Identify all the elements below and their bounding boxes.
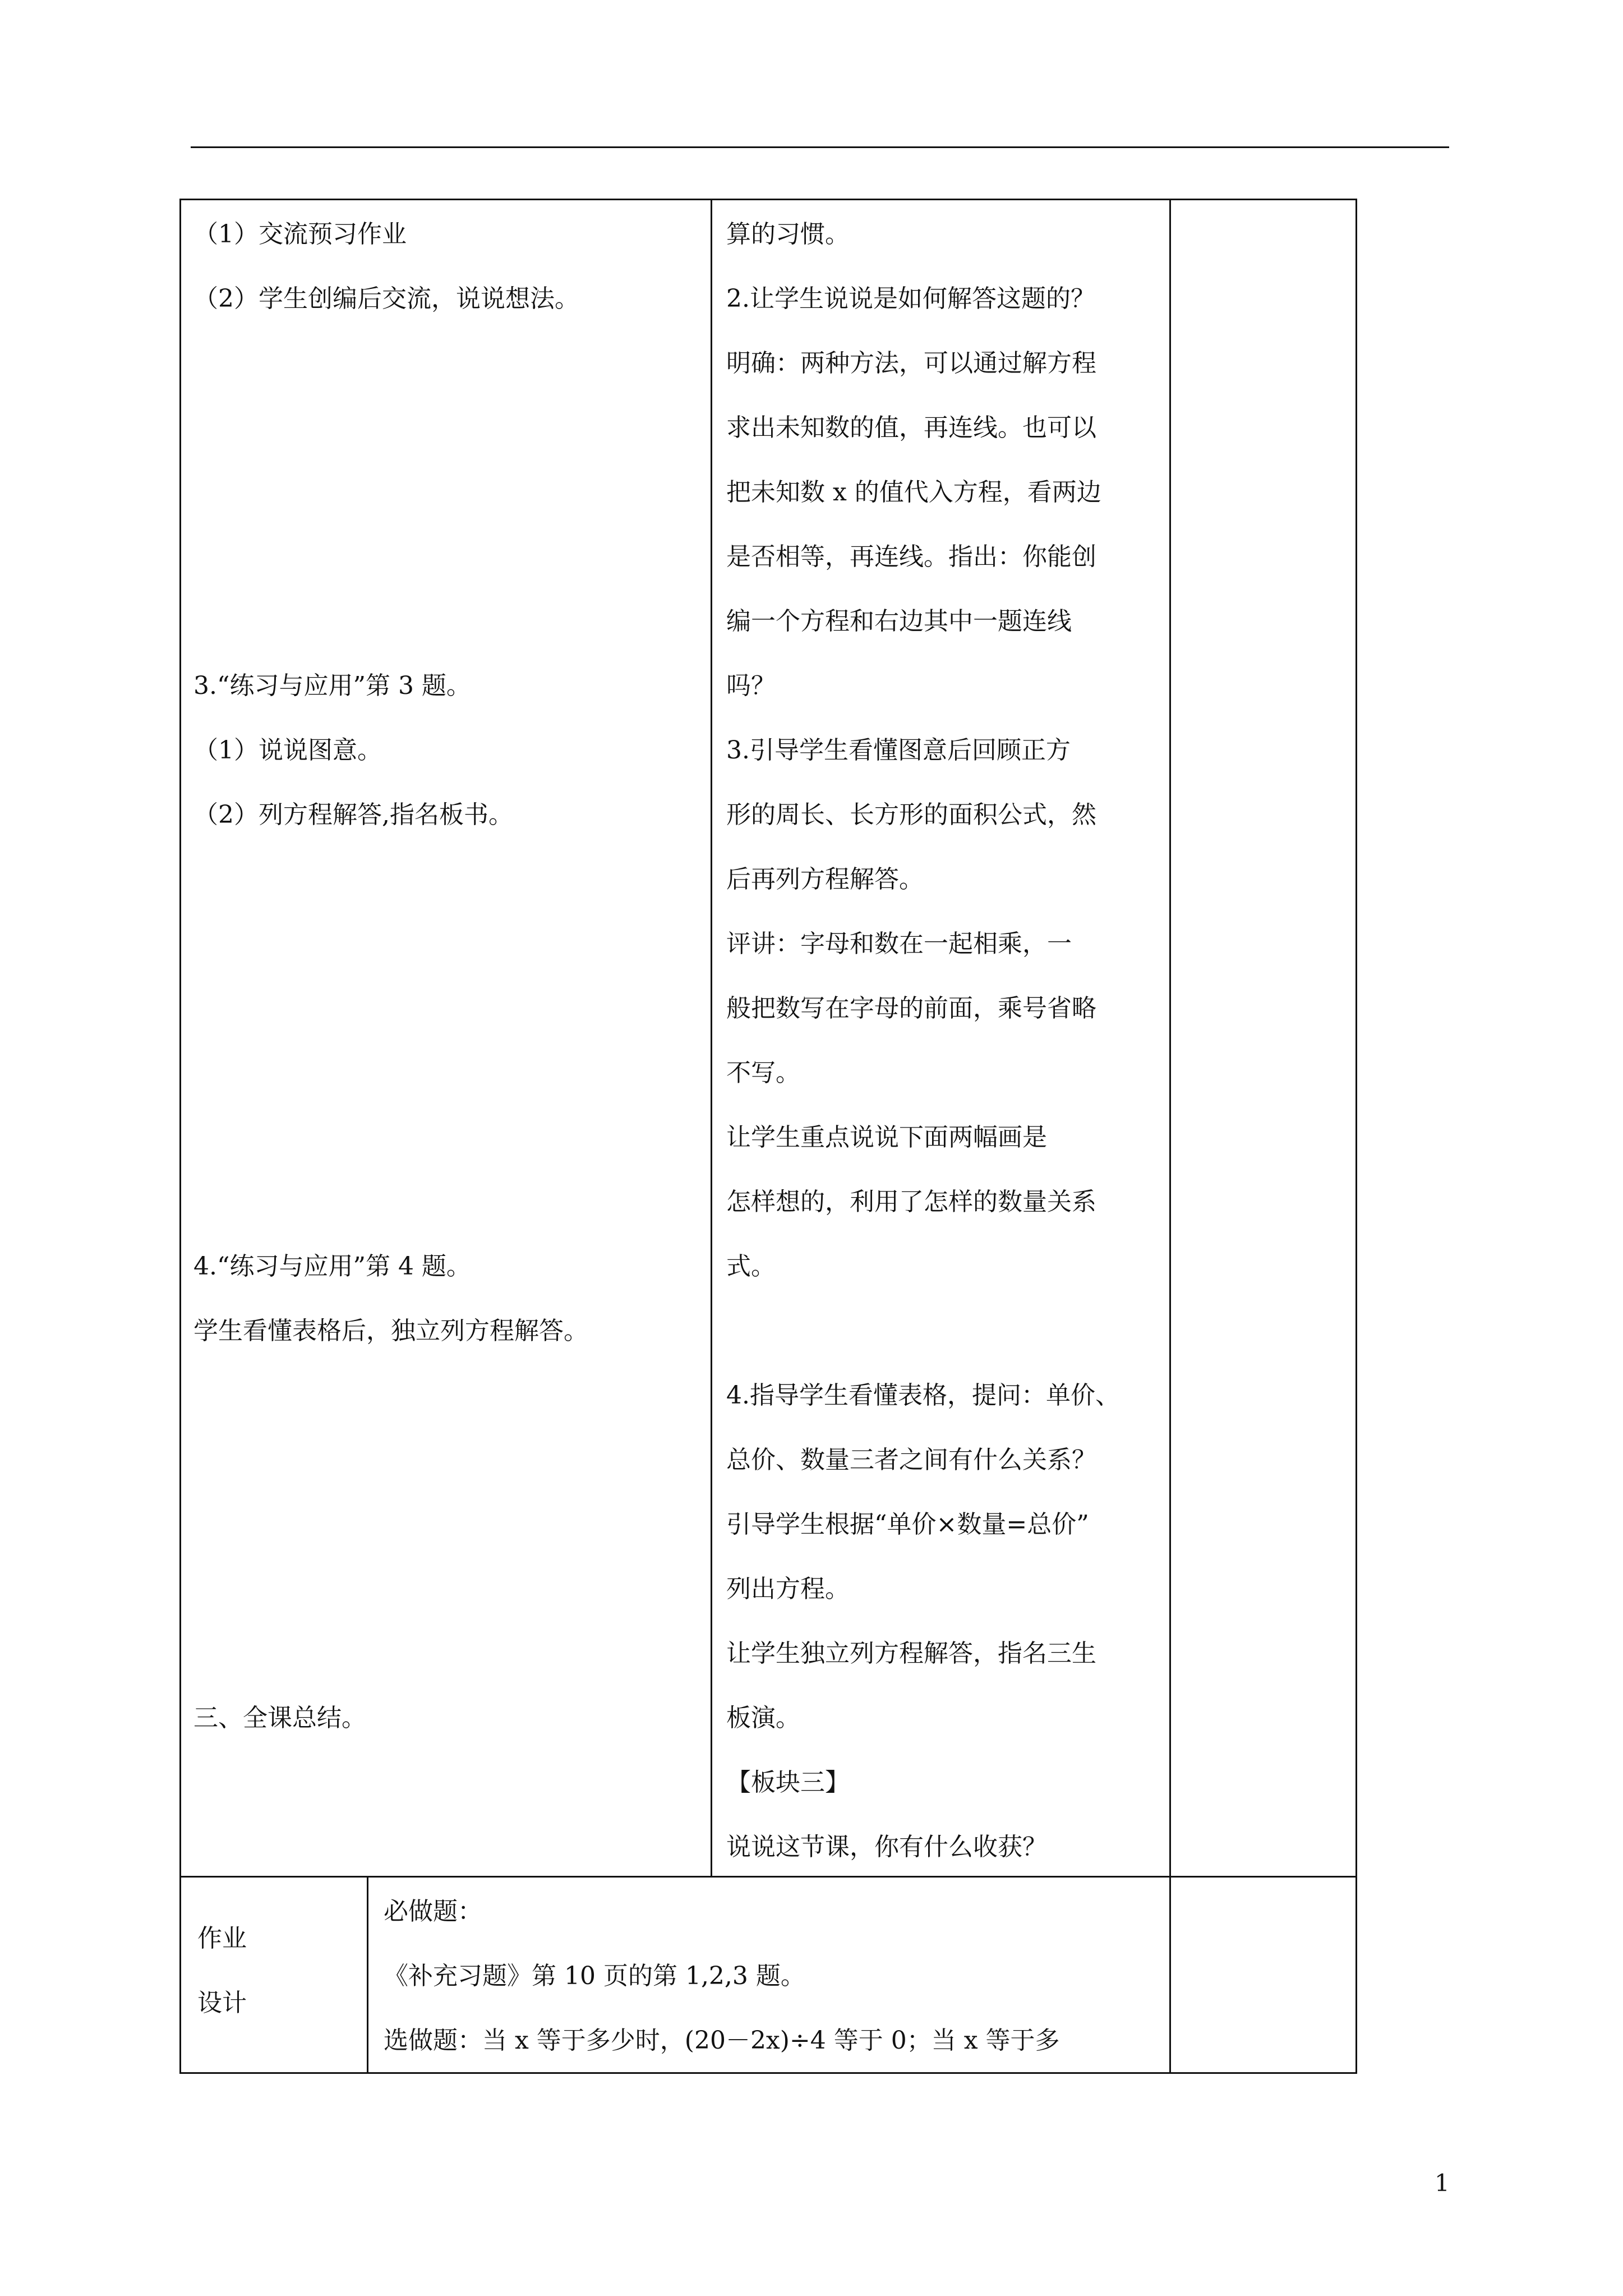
student-activity-line xyxy=(193,395,698,460)
table-left-border xyxy=(179,199,181,2074)
teacher-guidance-line: 板演。 xyxy=(726,1704,800,1732)
column-divider-1 xyxy=(711,199,712,1878)
student-activity-line xyxy=(193,1750,698,1815)
teacher-guidance-line: 说说这节课，你有什么收获？ xyxy=(726,1833,1047,1861)
homework-content-line: 必做题： xyxy=(384,1897,482,1926)
student-activity-line xyxy=(193,1363,698,1428)
homework-label-divider xyxy=(367,1876,368,2074)
student-activity-line xyxy=(193,1428,698,1492)
teacher-guidance-line: 3.引导学生看懂图意后回顾正方 xyxy=(726,736,1071,765)
teacher-guidance-line: 让学生重点说说下面两幅画是 xyxy=(726,1123,1047,1152)
teacher-guidance-line: 评讲：字母和数在一起相乘，一 xyxy=(726,930,1072,958)
column-divider-2 xyxy=(1169,199,1171,2074)
table-right-border xyxy=(1355,199,1357,2074)
student-activity-line: 3.“练习与应用”第 3 题。 xyxy=(193,671,471,700)
student-activity-line xyxy=(193,1492,698,1557)
teacher-guidance-line: 总价、数量三者之间有什么关系？ xyxy=(726,1446,1096,1474)
homework-content-line: 选做题：当 x 等于多少时，(20－2x)÷4 等于 0；当 x 等于多 xyxy=(384,2026,1060,2055)
student-activity-line: 三、全课总结。 xyxy=(193,1704,366,1732)
student-activity-line xyxy=(193,1621,698,1686)
student-activity-line xyxy=(193,912,698,976)
student-activity-line: 4.“练习与应用”第 4 题。 xyxy=(193,1252,471,1281)
teacher-guidance-line: 后再列方程解答。 xyxy=(726,865,924,894)
header-rule xyxy=(191,146,1449,148)
student-activity-line xyxy=(193,847,698,912)
student-activity-line: （2）学生创编后交流，说说想法。 xyxy=(193,284,579,313)
teacher-guidance-line: 让学生独立列方程解答，指名三生 xyxy=(726,1639,1096,1668)
teacher-guidance-line: 式。 xyxy=(726,1252,776,1281)
teacher-guidance-line: 引导学生根据“单价×数量=总价” xyxy=(726,1510,1089,1539)
teacher-guidance-line: 【板块三】 xyxy=(726,1768,850,1797)
student-activity-line xyxy=(193,1041,698,1105)
table-top-border xyxy=(179,199,1357,200)
teacher-guidance-line: 算的习惯。 xyxy=(726,220,850,249)
teacher-guidance-line: 编一个方程和右边其中一题连线 xyxy=(726,607,1072,636)
student-activity-line: （1）交流预习作业 xyxy=(193,220,407,249)
student-activity-line: （1）说说图意。 xyxy=(193,736,382,765)
teacher-guidance-line: 不写。 xyxy=(726,1059,800,1087)
teacher-guidance-line: 明确：两种方法，可以通过解方程 xyxy=(726,349,1096,378)
teacher-guidance-line: 怎样想的，利用了怎样的数量关系 xyxy=(726,1188,1096,1216)
homework-label-cell xyxy=(197,1906,354,2035)
student-activity-line: （2）列方程解答,指名板书。 xyxy=(193,800,513,829)
student-activity-line xyxy=(193,524,698,589)
student-activity-line xyxy=(193,976,698,1041)
teacher-guidance-line: 求出未知数的值，再连线。也可以 xyxy=(726,413,1096,442)
student-activity-line xyxy=(193,589,698,654)
teacher-guidance-line xyxy=(726,1299,1164,1363)
teacher-guidance-line: 般把数写在字母的前面，乘号省略 xyxy=(726,994,1096,1023)
student-activity-line xyxy=(193,331,698,395)
teacher-guidance-line: 把未知数 x 的值代入方程，看两边 xyxy=(726,478,1101,507)
page-number: 1 xyxy=(1435,2169,1450,2197)
teacher-guidance-line: 列出方程。 xyxy=(726,1575,850,1603)
student-activity-line xyxy=(193,1170,698,1234)
teacher-guidance-cell xyxy=(726,202,1164,1879)
student-activity-line xyxy=(193,1557,698,1621)
student-activity-line: 学生看懂表格后，独立列方程解答。 xyxy=(193,1317,588,1345)
homework-content-cell xyxy=(384,1879,1163,2073)
teacher-guidance-line: 吗？ xyxy=(726,671,776,700)
teacher-guidance-line: 4.指导学生看懂表格，提问：单价、 xyxy=(726,1381,1120,1410)
teacher-guidance-line: 是否相等，再连线。指出：你能创 xyxy=(726,542,1096,571)
homework-label-line: 设计 xyxy=(197,1989,247,2017)
homework-label-line: 作业 xyxy=(197,1924,247,1953)
student-activity-line xyxy=(193,460,698,524)
student-activity-line xyxy=(193,1105,698,1170)
teacher-guidance-line: 2.让学生说说是如何解答这题的？ xyxy=(726,284,1095,313)
teacher-guidance-line: 形的周长、长方形的面积公式，然 xyxy=(726,800,1096,829)
student-activity-cell xyxy=(193,202,698,1815)
homework-content-line: 《补充习题》第 10 页的第 1,2,3 题。 xyxy=(384,1962,805,1990)
